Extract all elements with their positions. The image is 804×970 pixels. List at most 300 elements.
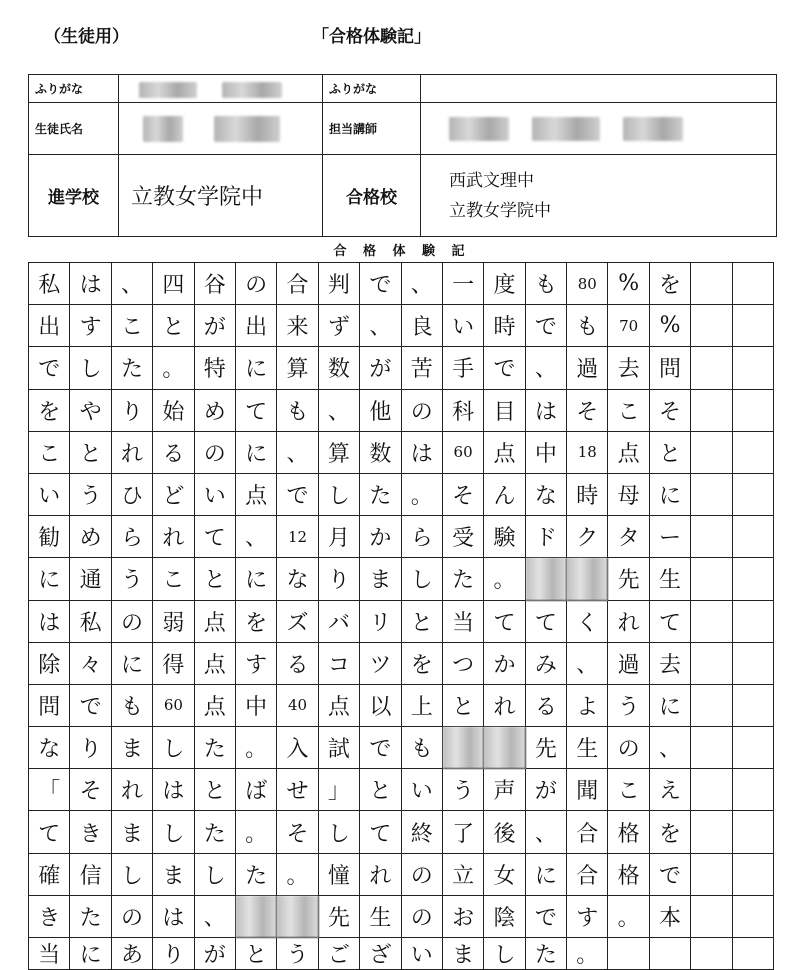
essay-cell: て xyxy=(195,516,236,558)
essay-cell: 点 xyxy=(236,474,277,516)
essay-cell: 、 xyxy=(195,896,236,938)
essay-cell: で xyxy=(360,727,401,769)
essay-cell: で xyxy=(484,347,525,389)
essay-cell: 月 xyxy=(319,516,360,558)
essay-cell: な xyxy=(29,727,70,769)
essay-cell: は xyxy=(153,896,194,938)
passed-schools xyxy=(421,155,777,237)
essay-cell: で xyxy=(526,305,567,347)
essay-cell: た xyxy=(526,938,567,970)
essay-cell: 目 xyxy=(484,390,525,432)
essay-cell xyxy=(733,769,774,811)
student-name-redacted xyxy=(119,103,323,155)
essay-cell: 出 xyxy=(236,305,277,347)
essay-cell: 。 xyxy=(236,727,277,769)
essay-cell: 験 xyxy=(484,516,525,558)
essay-cell: る xyxy=(153,432,194,474)
essay-cell: 四 xyxy=(153,263,194,305)
essay-cell: 科 xyxy=(443,390,484,432)
essay-cell: し xyxy=(153,811,194,853)
essay-cell xyxy=(733,474,774,516)
essay-cell: 上 xyxy=(402,685,443,727)
essay-cell: め xyxy=(195,390,236,432)
essay-cell: 始 xyxy=(153,390,194,432)
essay-cell: 試 xyxy=(319,727,360,769)
passed-school-1: 西武文理中 xyxy=(449,170,534,191)
essay-cell: 、 xyxy=(112,263,153,305)
essay-cell xyxy=(691,432,732,474)
essay-cell: 除 xyxy=(29,643,70,685)
essay-cell: り xyxy=(112,390,153,432)
essay-cell: り xyxy=(319,558,360,600)
essay-cell: 、 xyxy=(360,305,401,347)
teacher-furigana-value xyxy=(421,75,777,103)
essay-cell: か xyxy=(360,516,401,558)
essay-cell: 、 xyxy=(567,643,608,685)
essay-cell: 60 xyxy=(153,685,194,727)
essay-grid xyxy=(28,262,774,970)
essay-cell: 了 xyxy=(443,811,484,853)
essay-cell-redacted xyxy=(526,558,567,600)
essay-cell: 、 xyxy=(402,263,443,305)
essay-cell xyxy=(691,601,732,643)
essay-cell: ら xyxy=(402,516,443,558)
essay-cell: は xyxy=(153,769,194,811)
essay-cell-redacted xyxy=(443,727,484,769)
essay-cell: れ xyxy=(484,685,525,727)
essay-cell: れ xyxy=(153,516,194,558)
essay-cell: 。 xyxy=(236,811,277,853)
essay-cell: ら xyxy=(112,516,153,558)
essay-cell: て xyxy=(29,811,70,853)
essay-cell: は xyxy=(402,432,443,474)
essay-cell: た xyxy=(360,474,401,516)
essay-cell: 40 xyxy=(277,685,318,727)
essay-cell: 。 xyxy=(153,347,194,389)
essay-cell: て xyxy=(484,601,525,643)
essay-cell: 勧 xyxy=(29,516,70,558)
essay-cell xyxy=(733,643,774,685)
essay-cell: 合 xyxy=(567,811,608,853)
essay-cell: 時 xyxy=(567,474,608,516)
essay-cell: ひ xyxy=(112,474,153,516)
essay-cell: い xyxy=(402,938,443,970)
essay-cell: リ xyxy=(360,601,401,643)
essay-cell: た xyxy=(195,811,236,853)
teacher-name-redacted xyxy=(421,103,777,155)
essay-cell: し xyxy=(195,854,236,896)
essay-cell: そ xyxy=(70,769,111,811)
essay-cell: 先 xyxy=(526,727,567,769)
essay-cell: 点 xyxy=(195,601,236,643)
essay-cell: ズ xyxy=(277,601,318,643)
essay-cell: で xyxy=(360,263,401,305)
essay-cell: を xyxy=(29,390,70,432)
essay-cell: み xyxy=(526,643,567,685)
essay-cell: 。 xyxy=(402,474,443,516)
essay-cell: し xyxy=(70,347,111,389)
essay-cell: を xyxy=(402,643,443,685)
essay-cell: と xyxy=(195,558,236,600)
essay-cell: と xyxy=(236,938,277,970)
essay-cell: 女 xyxy=(484,854,525,896)
essay-cell: と xyxy=(443,685,484,727)
essay-cell: や xyxy=(70,390,111,432)
essay-cell: れ xyxy=(608,601,649,643)
essay-cell: す xyxy=(70,305,111,347)
essay-cell xyxy=(733,811,774,853)
essay-cell: の xyxy=(112,601,153,643)
essay-cell: の xyxy=(402,390,443,432)
essay-cell: は xyxy=(70,263,111,305)
essay-cell: 去 xyxy=(608,347,649,389)
essay-cell: と xyxy=(195,769,236,811)
essay-cell: 点 xyxy=(484,432,525,474)
essay-cell: し xyxy=(319,474,360,516)
essay-cell-redacted xyxy=(567,558,608,600)
essay-cell: を xyxy=(650,263,691,305)
essay-cell: ま xyxy=(443,938,484,970)
essay-cell: 当 xyxy=(443,601,484,643)
essay-cell xyxy=(733,558,774,600)
essay-cell: で xyxy=(29,347,70,389)
essay-cell: え xyxy=(650,769,691,811)
advance-school-label: 進学校 xyxy=(29,155,119,237)
essay-cell: い xyxy=(402,769,443,811)
essay-cell: 数 xyxy=(319,347,360,389)
essay-cell xyxy=(733,685,774,727)
essay-cell: つ xyxy=(443,643,484,685)
essay-cell: 過 xyxy=(567,347,608,389)
essay-cell: 合 xyxy=(277,263,318,305)
essay-cell: 憧 xyxy=(319,854,360,896)
essay-cell: バ xyxy=(319,601,360,643)
essay-cell xyxy=(733,305,774,347)
essay-cell: う xyxy=(608,685,649,727)
essay-cell: は xyxy=(526,390,567,432)
essay-cell xyxy=(733,727,774,769)
essay-cell: ど xyxy=(153,474,194,516)
essay-cell xyxy=(733,601,774,643)
essay-cell xyxy=(691,516,732,558)
essay-cell: に xyxy=(650,474,691,516)
essay-cell: は xyxy=(29,601,70,643)
essay-cell: れ xyxy=(360,854,401,896)
essay-cell: が xyxy=(360,347,401,389)
essay-cell: て xyxy=(650,601,691,643)
essay-cell xyxy=(733,516,774,558)
essay-cell: 点 xyxy=(195,685,236,727)
essay-cell: い xyxy=(29,474,70,516)
essay-cell: に xyxy=(650,685,691,727)
essay-cell-redacted xyxy=(277,896,318,938)
essay-cell: 良 xyxy=(402,305,443,347)
essay-cell: 苦 xyxy=(402,347,443,389)
essay-cell: 80 xyxy=(567,263,608,305)
essay-cell: も xyxy=(112,685,153,727)
student-info-table xyxy=(28,74,777,237)
essay-cell: 、 xyxy=(277,432,318,474)
essay-cell: ご xyxy=(319,938,360,970)
essay-cell: た xyxy=(236,854,277,896)
essay-cell: の xyxy=(402,854,443,896)
essay-cell: ク xyxy=(567,516,608,558)
essay-cell: な xyxy=(526,474,567,516)
essay-cell: ツ xyxy=(360,643,401,685)
essay-cell: 一 xyxy=(443,263,484,305)
essay-cell xyxy=(733,263,774,305)
essay-cell: ド xyxy=(526,516,567,558)
essay-cell: に xyxy=(29,558,70,600)
essay-cell: 18 xyxy=(567,432,608,474)
essay-cell: に xyxy=(236,558,277,600)
essay-cell: 声 xyxy=(484,769,525,811)
form-label: （生徒用） xyxy=(44,27,129,47)
essay-cell: 得 xyxy=(153,643,194,685)
essay-cell: 生 xyxy=(360,896,401,938)
essay-cell: 算 xyxy=(319,432,360,474)
essay-cell: せ xyxy=(277,769,318,811)
essay-title: 合 格 体 験 記 xyxy=(333,244,471,259)
essay-cell: た xyxy=(443,558,484,600)
essay-cell: と xyxy=(70,432,111,474)
essay-cell: こ xyxy=(29,432,70,474)
essay-cell: が xyxy=(526,769,567,811)
essay-cell: い xyxy=(195,474,236,516)
essay-cell: 手 xyxy=(443,347,484,389)
essay-cell: 問 xyxy=(29,685,70,727)
essay-cell: が xyxy=(195,305,236,347)
essay-cell: 時 xyxy=(484,305,525,347)
essay-cell-redacted xyxy=(484,727,525,769)
essay-cell: た xyxy=(70,896,111,938)
essay-cell: 生 xyxy=(650,558,691,600)
essay-cell: 終 xyxy=(402,811,443,853)
essay-cell xyxy=(691,263,732,305)
passed-school-label: 合格校 xyxy=(323,155,421,237)
essay-cell: 、 xyxy=(319,390,360,432)
essay-cell: 問 xyxy=(650,347,691,389)
essay-cell: め xyxy=(70,516,111,558)
essay-cell: こ xyxy=(153,558,194,600)
essay-cell xyxy=(691,474,732,516)
essay-cell: 格 xyxy=(608,854,649,896)
essay-cell: 母 xyxy=(608,474,649,516)
essay-cell: あ xyxy=(112,938,153,970)
essay-cell: こ xyxy=(608,390,649,432)
essay-cell: と xyxy=(650,432,691,474)
essay-cell: 、 xyxy=(526,811,567,853)
essay-cell: 過 xyxy=(608,643,649,685)
essay-cell: 来 xyxy=(277,305,318,347)
essay-cell: お xyxy=(443,896,484,938)
advance-school-value: 立教女学院中 xyxy=(119,155,323,237)
essay-cell: 判 xyxy=(319,263,360,305)
essay-cell: 々 xyxy=(70,643,111,685)
essay-cell xyxy=(691,390,732,432)
essay-cell: 当 xyxy=(29,938,70,970)
essay-cell: す xyxy=(567,896,608,938)
essay-cell: で xyxy=(277,474,318,516)
essay-cell: し xyxy=(402,558,443,600)
essay-cell: 格 xyxy=(608,811,649,853)
student-name-label: 生徒氏名 xyxy=(29,103,119,155)
essay-cell xyxy=(650,938,691,970)
essay-cell: の xyxy=(236,263,277,305)
passed-school-2: 立教女学院中 xyxy=(449,200,551,221)
essay-cell: 、 xyxy=(526,347,567,389)
essay-cell xyxy=(691,558,732,600)
essay-cell: % xyxy=(608,263,649,305)
essay-cell xyxy=(733,938,774,970)
essay-cell: の xyxy=(402,896,443,938)
essay-cell: よ xyxy=(567,685,608,727)
essay-cell: も xyxy=(277,390,318,432)
essay-cell: 本 xyxy=(650,896,691,938)
essay-cell: す xyxy=(236,643,277,685)
essay-cell: 確 xyxy=(29,854,70,896)
essay-cell: 私 xyxy=(70,601,111,643)
essay-cell: 先 xyxy=(319,896,360,938)
essay-cell: と xyxy=(402,601,443,643)
essay-cell: れ xyxy=(112,432,153,474)
essay-cell xyxy=(608,938,649,970)
essay-cell: て xyxy=(526,601,567,643)
essay-cell: 算 xyxy=(277,347,318,389)
essay-cell: ま xyxy=(112,727,153,769)
essay-cell: も xyxy=(567,305,608,347)
essay-cell: 、 xyxy=(236,516,277,558)
essay-cell: ま xyxy=(153,854,194,896)
essay-cell: 60 xyxy=(443,432,484,474)
essay-cell xyxy=(691,896,732,938)
essay-cell: 点 xyxy=(319,685,360,727)
essay-cell xyxy=(691,854,732,896)
essay-cell: ん xyxy=(484,474,525,516)
essay-cell: し xyxy=(153,727,194,769)
essay-cell: に xyxy=(70,938,111,970)
essay-cell: 度 xyxy=(484,263,525,305)
essay-cell: 数 xyxy=(360,432,401,474)
essay-cell: 。 xyxy=(277,854,318,896)
essay-cell: 後 xyxy=(484,811,525,853)
essay-cell xyxy=(733,854,774,896)
essay-cell: ざ xyxy=(360,938,401,970)
essay-cell: 去 xyxy=(650,643,691,685)
essay-cell xyxy=(691,938,732,970)
essay-cell: も xyxy=(402,727,443,769)
essay-cell: コ xyxy=(319,643,360,685)
essay-cell xyxy=(691,769,732,811)
essay-cell: し xyxy=(484,938,525,970)
essay-cell: で xyxy=(526,896,567,938)
essay-cell: 中 xyxy=(526,432,567,474)
form-title: 「合格体験記」 xyxy=(312,27,431,47)
essay-cell: こ xyxy=(112,305,153,347)
essay-cell: た xyxy=(195,727,236,769)
essay-cell: 12 xyxy=(277,516,318,558)
essay-cell: と xyxy=(360,769,401,811)
essay-cell xyxy=(691,347,732,389)
essay-cell: し xyxy=(319,811,360,853)
essay-cell xyxy=(691,305,732,347)
essay-cell: 弱 xyxy=(153,601,194,643)
essay-cell: 70 xyxy=(608,305,649,347)
essay-cell: 合 xyxy=(567,854,608,896)
essay-cell: 、 xyxy=(650,727,691,769)
essay-cell: ま xyxy=(360,558,401,600)
essay-cell xyxy=(733,347,774,389)
essay-cell: ま xyxy=(112,811,153,853)
essay-cell: に xyxy=(526,854,567,896)
essay-cell: そ xyxy=(567,390,608,432)
essay-cell: 「 xyxy=(29,769,70,811)
essay-cell: く xyxy=(567,601,608,643)
essay-cell: な xyxy=(277,558,318,600)
teacher-label: 担当講師 xyxy=(323,103,421,155)
essay-cell: 以 xyxy=(360,685,401,727)
essay-cell: 特 xyxy=(195,347,236,389)
essay-cell: 点 xyxy=(608,432,649,474)
essay-cell: ず xyxy=(319,305,360,347)
essay-cell: 」 xyxy=(319,769,360,811)
essay-cell xyxy=(691,643,732,685)
essay-cell: に xyxy=(112,643,153,685)
essay-cell: て xyxy=(360,811,401,853)
essay-cell: 私 xyxy=(29,263,70,305)
essay-cell: 通 xyxy=(70,558,111,600)
essay-cell: 谷 xyxy=(195,263,236,305)
essay-cell: の xyxy=(608,727,649,769)
essay-cell: の xyxy=(112,896,153,938)
essay-cell: タ xyxy=(608,516,649,558)
essay-cell: 入 xyxy=(277,727,318,769)
essay-cell: 立 xyxy=(443,854,484,896)
essay-cell: た xyxy=(112,347,153,389)
essay-cell: り xyxy=(153,938,194,970)
essay-cell: う xyxy=(443,769,484,811)
essay-cell xyxy=(691,685,732,727)
essay-cell: り xyxy=(70,727,111,769)
teacher-furigana-label: ふりがな xyxy=(323,75,421,103)
essay-cell: そ xyxy=(650,390,691,432)
essay-cell: に xyxy=(236,432,277,474)
essay-cell: 。 xyxy=(484,558,525,600)
furigana-label: ふりがな xyxy=(29,75,119,103)
essay-cell: 生 xyxy=(567,727,608,769)
essay-cell: を xyxy=(236,601,277,643)
essay-cell: が xyxy=(195,938,236,970)
essay-cell: % xyxy=(650,305,691,347)
essay-cell: て xyxy=(236,390,277,432)
essay-cell: で xyxy=(70,685,111,727)
essay-cell: 点 xyxy=(195,643,236,685)
essay-cell: も xyxy=(526,263,567,305)
essay-cell: か xyxy=(484,643,525,685)
essay-cell: 出 xyxy=(29,305,70,347)
essay-cell: の xyxy=(195,432,236,474)
essay-cell: そ xyxy=(443,474,484,516)
essay-cell: し xyxy=(112,854,153,896)
essay-cell: い xyxy=(443,305,484,347)
essay-cell: き xyxy=(70,811,111,853)
essay-cell xyxy=(733,896,774,938)
essay-cell: に xyxy=(236,347,277,389)
essay-cell: れ xyxy=(112,769,153,811)
essay-cell: を xyxy=(650,811,691,853)
essay-cell-redacted xyxy=(236,896,277,938)
student-furigana-redacted xyxy=(119,75,323,103)
